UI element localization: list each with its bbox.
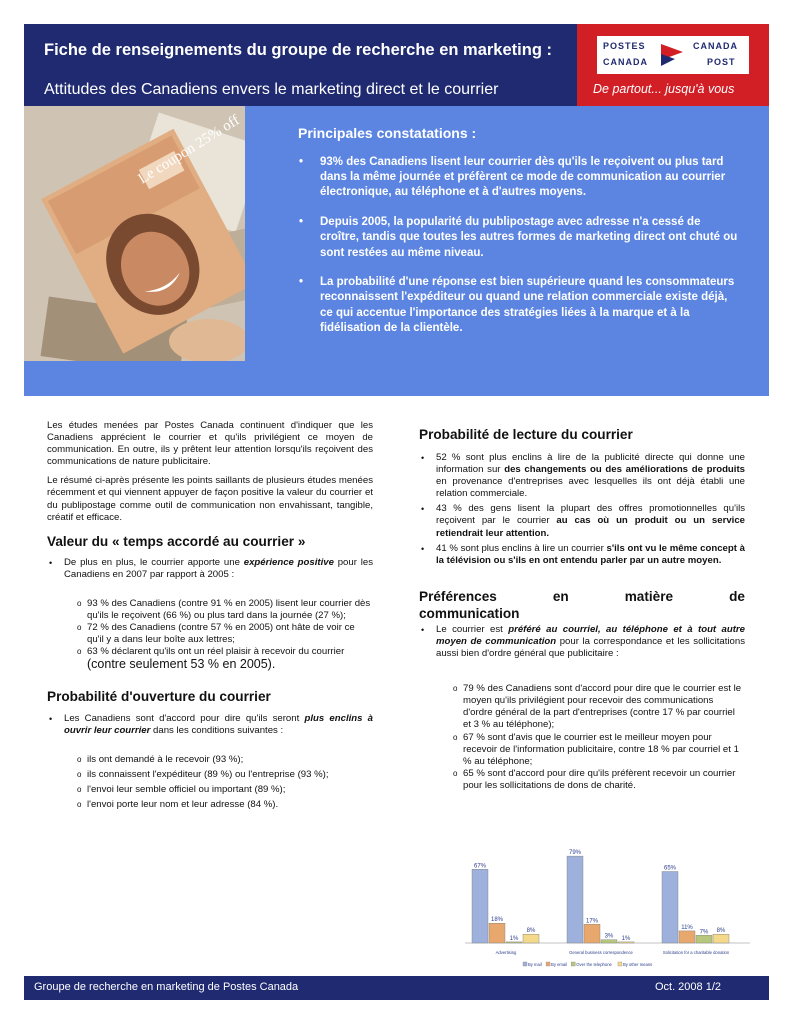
chart-bar [601,940,617,943]
data-label: 11% [681,924,693,931]
chart-bar [679,931,695,943]
time-with-mail-list [47,557,373,581]
text-run-large: (contre seulement 53 % en 2005). [87,657,276,672]
category-label: General business correspondence [569,950,633,955]
text-run: pour les Canadiens en 2007 par rapport à 2005 : [64,556,373,580]
chart-bar [472,869,488,943]
footer-organization: Groupe de recherche en marketing de Postes Canada [34,981,299,993]
section-title-time-with-mail: Valeur du « temps accordé au courrier » [47,533,306,549]
bold-text: des changements ou des améliorations de produits [504,464,745,476]
open-probability-list [47,713,373,737]
data-label: 8% [526,928,536,935]
legend-label: By other means [622,962,653,967]
title-word: de [729,588,745,604]
woman-with-flyer-image [24,106,245,361]
sub-list-item: o ils ont demandé à le recevoir (93 %); [77,754,373,766]
title-word: communication [419,605,520,621]
list-item [419,503,745,539]
chart-bar [696,935,712,943]
key-findings-title: Principales constatations : [298,125,477,141]
legend-swatch [546,962,550,966]
text-run: De plus en plus, le courrier apporte une [64,556,244,568]
logo-word-postes: POSTES [603,41,646,51]
list-item [47,713,373,737]
chart-bar [618,942,634,943]
text-run: Les Canadiens sont d'accord pour dire qu'ils seront [64,712,305,724]
communication-preferences-sublist [453,683,745,792]
chart-bar [489,923,505,943]
read-probability-list [419,452,745,567]
sub-list-item: o l'envoi leur semble officiel ou important (89 %); [77,784,373,796]
chart-bar [506,942,522,943]
sub-list-item: o 65 % sont d'accord pour dire qu'ils préfèrent recevoir un courrier pour les sollicitations de dons de charité. [453,768,745,792]
sub-list-item: o l'envoi porte leur nom et leur adresse (84 %). [77,799,373,811]
text-run: Le courrier est [436,623,509,635]
bold-text: au cas où un produit ou un service retiendrait leur attention. [436,515,745,539]
chart-bar [662,872,678,944]
legend-swatch [618,962,622,966]
sub-list-item: o 79 % des Canadiens sont d'accord pour dire que le courrier est le moyen qu'ils privilégient pour recevoir des communications d'ordre général de la part d'entreprises (contre 17 % par courriel et 3 % au téléphone); [453,683,745,731]
key-finding-item: • La probabilité d'une réponse est bien supérieure quand les consommateurs reconnaissent l'expéditeur ou quand une relation commerciale existe déjà, ce qui accentue l'importance des stratégies liées à la marque et à la fidélisation de la clientèle. [298,275,738,336]
logo-word-post: POST [707,57,736,67]
right-column [419,420,745,792]
sub-list-item: o ils connaissent l'expéditeur (89 %) ou l'entreprise (93 %); [77,769,373,781]
data-label: 3% [604,933,614,940]
legend-swatch [523,962,527,966]
legend-swatch [571,962,575,966]
canada-post-emblem-icon [661,42,683,68]
text-run: 41 % sont plus enclins à lire un courrier [436,542,607,554]
logo-word-canada-en: CANADA [693,41,738,51]
section-title-communication-preferences [419,588,745,622]
bold-text: s'ils ont vu le même concept à la télévision ou s'ils en ont entendu parler par un autre moyen. [436,542,745,566]
emphasis-text: plus enclins à ouvrir leur courrier [64,712,374,736]
key-findings-panel [24,106,769,396]
sub-list-item: o 67 % sont d'avis que le courrier est le meilleur moyen pour recevoir de l'information publicitaire, contre 18 % par courriel et 1 % au téléphone; [453,732,745,768]
page-subtitle: Attitudes des Canadiens envers le marketing direct et le courrier [44,81,499,98]
key-findings-list [298,155,738,351]
canada-post-logo [577,24,769,106]
page-title: Fiche de renseignements du groupe de recherche en marketing : [44,41,552,59]
data-label: 65% [663,865,677,872]
logo-tagline: De partout... jusqu'à vous [593,82,735,96]
sub-list-item: o 72 % des Canadiens (contre 57 % en 2005) ont hâte de voir ce qu'il y a dans leur boîte aux lettres; [77,622,373,646]
legend-label: Over the telephone [576,962,612,967]
list-item [419,452,745,500]
communication-preferences-list [419,624,745,660]
text-run: en provenance d'entreprises avec lesquelles ils ont déjà établi une relation commerciale. [436,476,745,500]
summary-paragraph: Le résumé ci-après présente les points saillants de plusieurs études menées récemment et qui viennent appuyer de façon positive la valeur du courrier et du publipostage comme outil de communication non envahissant, tangible, créatif et efficace. [47,475,373,523]
sub-list-item: o 93 % des Canadiens (contre 91 % en 2005) lisent leur courrier dès qu'ils le reçoivent (66 %) ou plus tard dans la journée (27 %); [77,598,373,622]
data-label: 79% [568,850,582,857]
logo-plate [597,36,749,74]
data-label: 18% [490,917,504,924]
text-run: 43 % des gens lisent la plupart des offres promotionnelles qu'ils reçoivent par le courrier [436,503,745,527]
data-label: 7% [699,929,709,936]
data-label: 8% [716,928,726,935]
list-item [419,543,745,567]
text-run: pour la correspondance et les sollicitations aussi bien d'ordre général que publicitaire : [436,635,746,660]
section-title-open-probability: Probabilité d'ouverture du courrier [47,688,271,704]
key-finding-item: • 93% des Canadiens lisent leur courrier dès qu'ils le reçoivent ou plus tard dans la même journée et préfèrent ce mode de communication au courrier électronique, au téléphone et à d'autres moyens. [298,155,738,201]
communication-preference-chart [455,845,755,975]
footer-date-page: Oct. 2008 1/2 [654,981,721,993]
time-with-mail-sublist [77,598,373,673]
data-label: 1% [621,935,631,942]
page-footer [24,976,769,1000]
title-word: en [552,588,569,604]
data-label: 67% [473,863,487,870]
data-label: 17% [585,918,599,925]
category-label: Solicitation for a charitable donation [662,950,730,955]
sub-list-item [77,646,373,672]
text-run: dans les conditions suivantes : [150,724,284,736]
section-title-read-probability: Probabilité de lecture du courrier [419,427,633,442]
text-run: 52 % sont plus enclins à lire de la publicité directe qui donne une information sur [436,452,745,476]
page-header [24,24,769,106]
list-item [419,624,745,660]
text-run: 63 % déclarent qu'ils ont un réel plaisir à recevoir du courrier [87,646,345,658]
chart-bar [713,934,729,943]
chart-bar [523,934,539,943]
chart-bar [567,856,583,943]
photo-flyer-text: Le coupon 25% off [135,112,243,188]
list-item [47,557,373,581]
open-probability-sublist [77,754,373,811]
legend-label: By mail [528,962,542,967]
intro-paragraph: Les études menées par Postes Canada continuent d'indiquer que les Canadiens apprécient le courrier et qu'ils privilégient ce moyen de communication. En outre, ils y prêtent leur attention lorsqu'ils reçoivent des communications de nature publicitaire. [47,420,373,468]
legend-label: By email [551,962,568,967]
bar-chart [455,845,755,975]
chart-bar [584,924,600,943]
emphasis-text: expérience positive [243,556,334,568]
category-label: Advertising [495,950,517,955]
left-column [47,420,373,811]
hero-photo [24,106,245,361]
key-finding-item: • Depuis 2005, la popularité du publipostage avec adresse n'a cessé de croître, tandis que toutes les autres formes de marketing direct ont chuté ou sont restées au même niveau. [298,215,738,261]
data-label: 1% [509,935,519,942]
title-word: matière [624,588,674,604]
emphasis-text: préféré au courriel, au téléphone et à tout autre moyen de communication [436,623,745,647]
title-word: Préférences [419,588,497,604]
logo-word-canada-fr: CANADA [603,57,648,67]
